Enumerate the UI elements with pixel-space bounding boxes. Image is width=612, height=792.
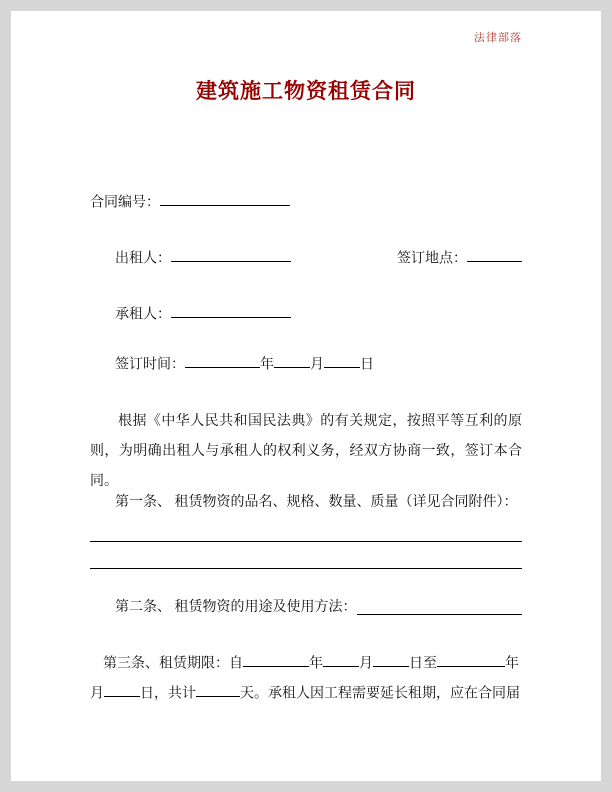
lessor-label: 出租人： bbox=[115, 251, 171, 267]
term-start-month-blank bbox=[323, 653, 359, 667]
lessee-label: 承租人： bbox=[115, 307, 171, 323]
clause2-text: 第二条、 租赁物资的用途及使用方法： bbox=[115, 600, 357, 615]
term-end-day-blank bbox=[104, 683, 140, 697]
sign-time-day-blank bbox=[324, 354, 360, 368]
month-unit: 月 bbox=[90, 686, 104, 702]
term-end-year-blank bbox=[437, 653, 505, 667]
sign-place-label: 签订地点： bbox=[397, 251, 467, 267]
clause3-suffix: 天。承租人因工程需要延长租期，应在合同届 bbox=[240, 686, 520, 702]
sign-time-label: 签订时间： bbox=[115, 357, 185, 373]
year-unit: 年 bbox=[505, 656, 519, 672]
lessor-row bbox=[90, 248, 522, 268]
year-unit: 年 bbox=[309, 656, 323, 672]
term-start-day-blank bbox=[373, 653, 409, 667]
lessor-blank bbox=[171, 248, 291, 262]
total-days-blank bbox=[196, 683, 240, 697]
clause2-blank bbox=[357, 599, 523, 615]
contract-number-row bbox=[90, 192, 522, 212]
sign-time-month-blank bbox=[274, 354, 310, 368]
clause3-to-text: 日至 bbox=[409, 656, 437, 672]
intro-paragraph: 根据《中华人民共和国民法典》的有关规定，按照平等互利的原则，为明确出租人与承租人的权利义务，经双方协商一致，签订本合同。 bbox=[90, 414, 522, 489]
month-unit: 月 bbox=[310, 357, 324, 373]
contract-number-label: 合同编号： bbox=[90, 195, 160, 211]
sign-place-group bbox=[397, 248, 522, 268]
month-unit: 月 bbox=[359, 656, 373, 672]
year-unit: 年 bbox=[260, 357, 274, 373]
lessee-blank bbox=[171, 304, 291, 318]
clause3-line1 bbox=[90, 653, 522, 673]
sign-place-blank bbox=[467, 248, 522, 262]
brand-watermark: 法律部落 bbox=[474, 32, 522, 44]
document-page bbox=[11, 11, 601, 781]
term-start-year-blank bbox=[243, 653, 309, 667]
document-title: 建筑施工物资租赁合同 bbox=[196, 79, 416, 103]
clause3-mid-text: 日，共计 bbox=[140, 686, 196, 702]
sign-time-year-blank bbox=[185, 354, 260, 368]
blank-writing-line-2 bbox=[90, 568, 522, 569]
clause2-row bbox=[90, 599, 522, 617]
clause1-text: 第一条、 租赁物资的品名、规格、数量、质量（详见合同附件）： bbox=[115, 495, 518, 510]
blank-writing-line-1 bbox=[90, 541, 522, 542]
lessor-group bbox=[115, 248, 291, 268]
clause3-prefix: 第三条、租赁期限：自 bbox=[103, 656, 243, 672]
clause3-line2 bbox=[90, 683, 522, 703]
contract-number-blank bbox=[160, 192, 290, 206]
day-unit: 日 bbox=[360, 357, 374, 373]
sign-time-row bbox=[90, 354, 522, 374]
lessee-row bbox=[90, 304, 522, 324]
